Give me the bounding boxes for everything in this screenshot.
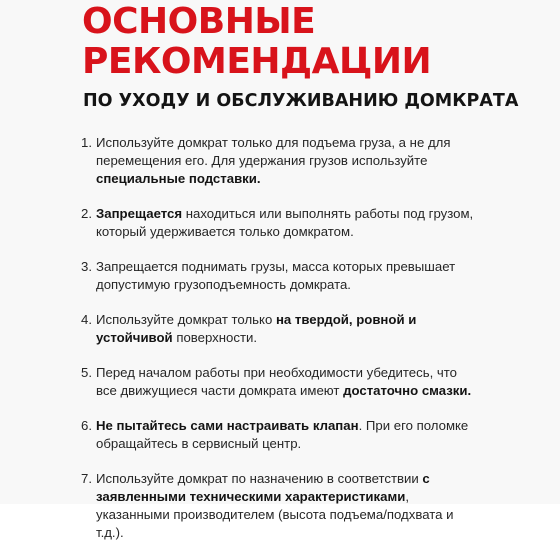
emphasized-text: достаточно смазки.: [343, 383, 472, 398]
item-number: 3.: [81, 259, 92, 274]
page-title: [82, 2, 431, 82]
page-subtitle: ПО УХОДУ И ОБСЛУЖИВАНИЮ ДОМКРАТА: [83, 91, 519, 111]
emphasized-text: на твердой, ровной и устойчивой: [96, 312, 417, 345]
recommendation-item: [81, 258, 481, 294]
item-number: 1.: [81, 135, 92, 150]
item-text: Используйте домкрат только: [96, 312, 276, 327]
item-number: 7.: [81, 471, 92, 486]
item-text: , указанными производителем (высота подъема/подхвата и т.д.).: [96, 489, 454, 540]
item-number: 4.: [81, 312, 92, 327]
item-text: Перед началом работы при необходимости убедитесь, что все движущиеся части домкрата имеют: [96, 365, 457, 398]
title-line-2: РЕКОМЕНДАЦИИ: [82, 41, 432, 82]
item-number: 6.: [81, 418, 92, 433]
recommendation-item: [81, 417, 481, 453]
recommendation-item: [81, 134, 481, 188]
recommendations-list: [81, 134, 481, 559]
emphasized-text: специальные подставки.: [96, 171, 261, 186]
recommendation-item: [81, 311, 481, 347]
recommendation-item: [81, 364, 481, 400]
item-number: 5.: [81, 365, 92, 380]
item-text: находиться или выполнять работы под грузом, который удерживается только домкратом.: [96, 206, 474, 239]
item-text: Запрещается поднимать грузы, масса которых превышает допустимую грузоподъемность домкрата.: [96, 259, 456, 292]
recommendation-item: [81, 470, 481, 542]
item-text: поверхности.: [172, 330, 258, 345]
emphasized-text: Запрещается: [96, 206, 183, 221]
title-line-1: ОСНОВНЫЕ: [82, 1, 316, 42]
recommendation-item: [81, 205, 481, 241]
item-number: 2.: [81, 206, 92, 221]
emphasized-text: Не пытайтесь сами настраивать клапан: [96, 418, 359, 433]
emphasized-text: с заявленными техническими характеристиками: [96, 471, 430, 504]
item-text: Используйте домкрат только для подъема груза, а не для перемещения его. Для удержания грузов используйте: [96, 135, 451, 168]
item-text: . При его поломке обращайтесь в сервисный центр.: [96, 418, 469, 451]
item-text: Используйте домкрат по назначению в соответствии: [96, 471, 423, 486]
